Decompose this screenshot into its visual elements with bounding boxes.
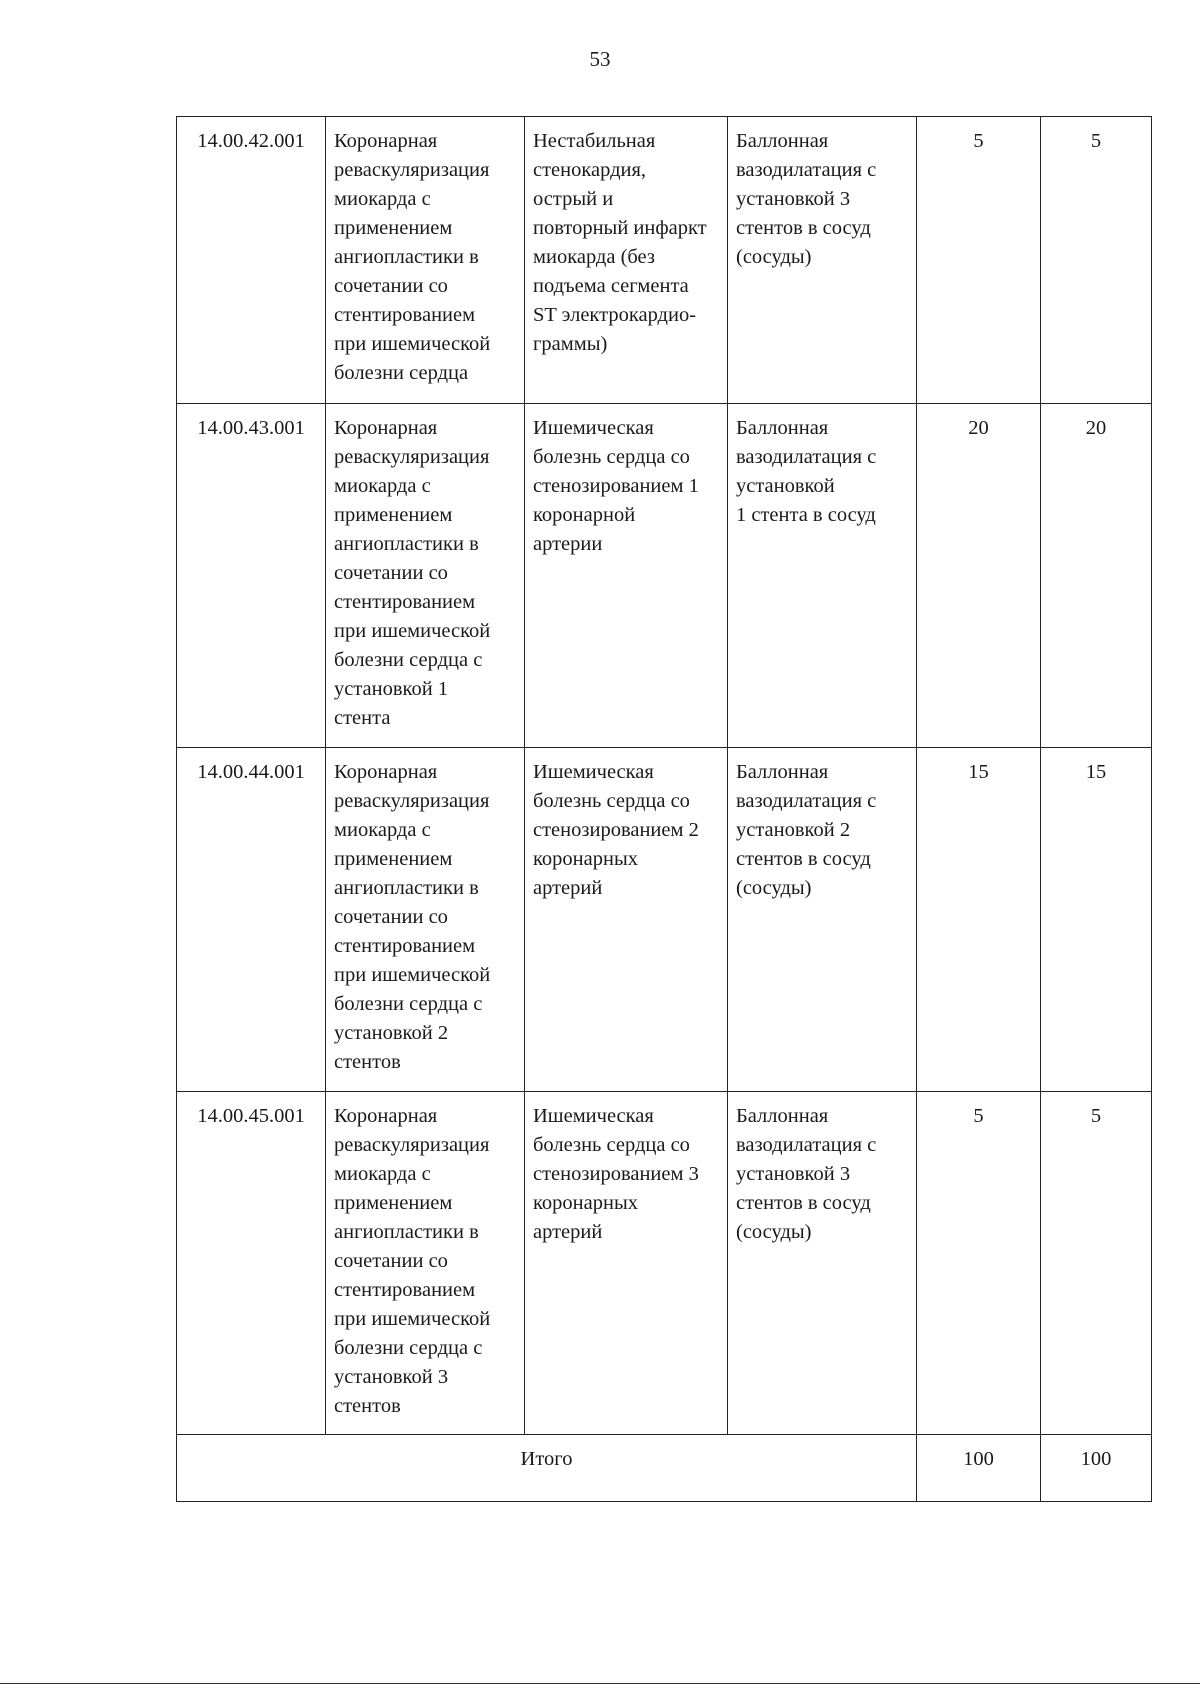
table-row: [177, 404, 1152, 748]
table-row: [177, 117, 1152, 404]
method-cell: Коронарная реваскуляризация миокарда с применением ангиопластики в сочетании со стентированием при ишемической болезни сердца с установкой 3 стентов: [326, 1092, 525, 1435]
value1-cell: 5: [917, 1092, 1041, 1435]
method-cell: Коронарная реваскуляризация миокарда с применением ангиопластики в сочетании со стентированием при ишемической болезни сердца с установкой 1 стента: [326, 404, 525, 748]
total-value2: 100: [1041, 1435, 1152, 1502]
code-cell: 14.00.44.001: [177, 748, 326, 1092]
value2-cell: 15: [1041, 748, 1152, 1092]
table-row: [177, 1092, 1152, 1435]
page-number: 53: [589, 47, 611, 71]
treatment-cell: Баллонная вазодилатация с установкой 2 стентов в сосуд (сосуды): [728, 748, 917, 1092]
value2-cell: 5: [1041, 1092, 1152, 1435]
method-cell: Коронарная реваскуляризация миокарда с применением ангиопластики в сочетании со стентированием при ишемической болезни сердца: [326, 117, 525, 404]
diagnosis-cell: Ишемическая болезнь сердца со стенозированием 3 коронарных артерий: [525, 1092, 728, 1435]
value1-cell: 5: [917, 117, 1041, 404]
total-label: Итого: [177, 1435, 917, 1502]
code-cell: 14.00.45.001: [177, 1092, 326, 1435]
treatment-cell: Баллонная вазодилатация с установкой 1 стента в сосуд: [728, 404, 917, 748]
value2-cell: 5: [1041, 117, 1152, 404]
method-cell: Коронарная реваскуляризация миокарда с применением ангиопластики в сочетании со стентированием при ишемической болезни сердца с установкой 2 стентов: [326, 748, 525, 1092]
diagnosis-cell: Ишемическая болезнь сердца со стенозированием 2 коронарных артерий: [525, 748, 728, 1092]
diagnosis-cell: Нестабильная стенокардия, острый и повторный инфаркт миокарда (без подъема сегмента ST электрокардио- граммы): [525, 117, 728, 404]
total-row: [177, 1435, 1152, 1502]
code-cell: 14.00.43.001: [177, 404, 326, 748]
treatment-cell: Баллонная вазодилатация с установкой 3 стентов в сосуд (сосуды): [728, 1092, 917, 1435]
code-cell: 14.00.42.001: [177, 117, 326, 404]
value1-cell: 15: [917, 748, 1041, 1092]
procedures-table: [176, 116, 1152, 1502]
treatment-cell: Баллонная вазодилатация с установкой 3 стентов в сосуд (сосуды): [728, 117, 917, 404]
total-value1: 100: [917, 1435, 1041, 1502]
page-bottom-rule: [0, 1683, 1200, 1684]
diagnosis-cell: Ишемическая болезнь сердца со стенозированием 1 коронарной артерии: [525, 404, 728, 748]
value1-cell: 20: [917, 404, 1041, 748]
table-row: [177, 748, 1152, 1092]
value2-cell: 20: [1041, 404, 1152, 748]
